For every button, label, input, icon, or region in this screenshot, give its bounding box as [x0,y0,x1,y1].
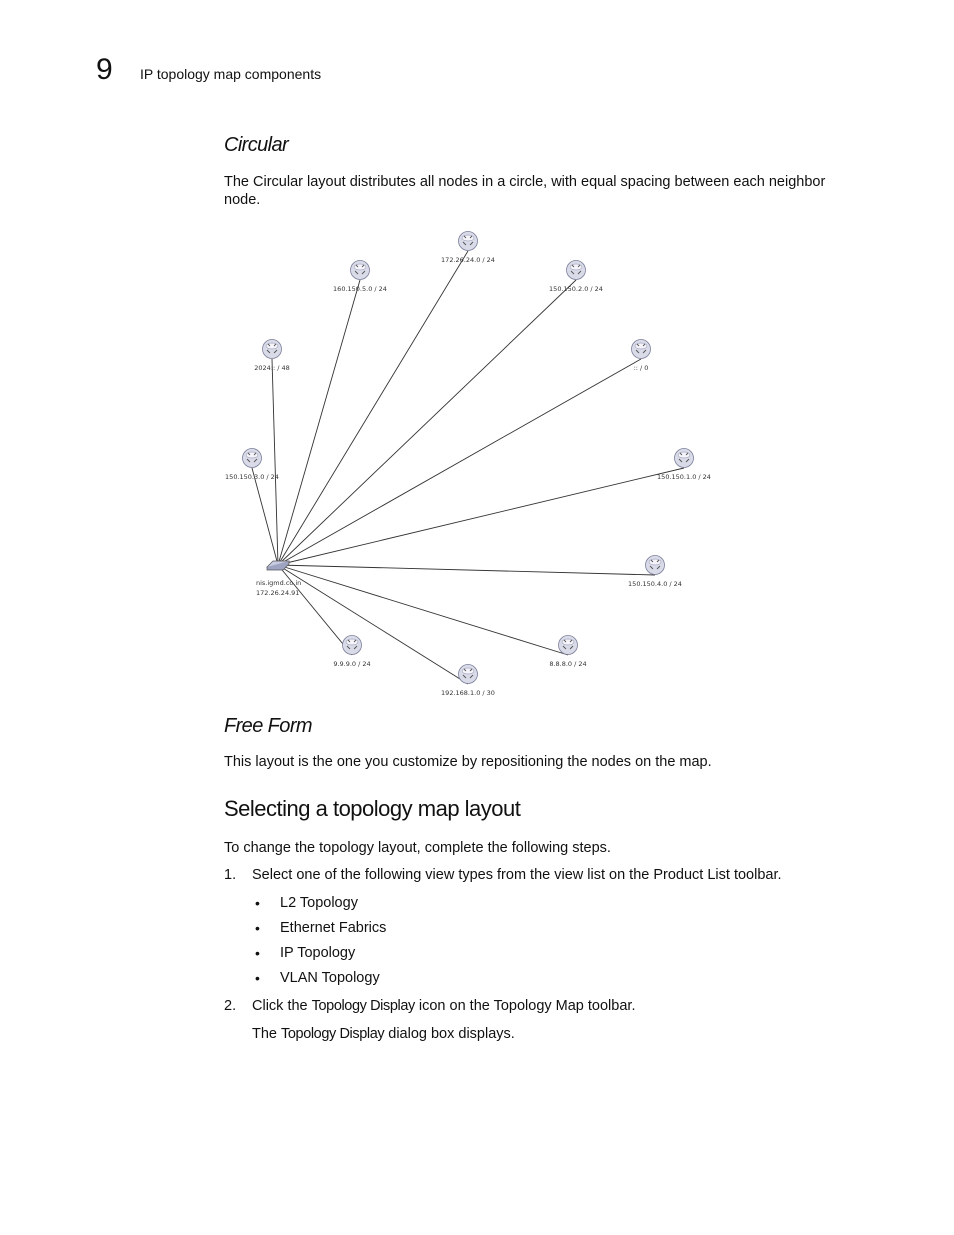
router-icon [343,636,362,655]
node-label: 150.150.4.0 / 24 [628,580,682,588]
topology-nodes [225,232,711,698]
step-1-text: Select one of the following view types from the view list on the Product List toolbar. [252,867,782,883]
bullet-item: L2 Topology [280,895,358,911]
center-node-address: 172.26.24.91 [256,589,300,597]
step-2-result-post: dialog box displays. [384,1026,515,1042]
topology-link [278,565,468,684]
freeform-heading: Free Form [224,715,312,737]
topology-link [278,280,576,565]
step-1-number: 1. [224,867,237,883]
bullet-item: VLAN Topology [280,970,380,986]
node-label: :: / 0 [633,364,649,372]
freeform-description: This layout is the one you customize by repositioning the nodes on the map. [224,754,712,770]
section-intro: To change the topology layout, complete the following steps. [224,840,611,856]
bullet-item: Ethernet Fabrics [280,920,387,936]
topology-link [278,280,360,565]
topology-link [278,251,468,565]
router-icon [632,340,651,359]
bullet-marker: • [255,895,260,911]
topology-link [278,565,655,575]
node-label: 172.26.24.0 / 24 [441,256,495,264]
circular-heading: Circular [224,134,289,156]
bullet-item: IP Topology [280,945,356,961]
circular-description: The Circular layout distributes all nodes in a circle, with equal spacing between each neighbor node. [224,174,826,208]
step-2-pre: Click the [252,998,312,1014]
router-icon [459,232,478,251]
bullet-marker: • [255,920,260,936]
router-icon [263,340,282,359]
node-label: 8.8.8.0 / 24 [549,660,587,668]
chapter-number: 9 [96,53,113,86]
router-icon [559,636,578,655]
step-2-result [252,1026,515,1042]
node-label: 150.150.3.0 / 24 [225,473,279,481]
node-label: 192.168.1.0 / 30 [441,689,495,697]
section-heading: Selecting a topology map layout [224,796,521,821]
center-node-name: nis.igmd.co.in [256,579,302,587]
node-label: 2024:: / 48 [254,364,290,372]
topology-link [252,468,278,565]
topology-link [278,468,684,565]
chapter-title: IP topology map components [140,66,322,82]
bullet-marker: • [255,970,260,986]
topology-link [272,359,278,565]
step-2-post: icon on the Topology Map toolbar. [414,998,636,1014]
node-label: 9.9.9.0 / 24 [333,660,371,668]
router-icon [351,261,370,280]
router-icon [675,449,694,468]
topology-display-term: Topology Display [311,998,415,1014]
step-2-result-pre: The [252,1026,282,1042]
router-icon [243,449,262,468]
router-icon [646,556,665,575]
topology-link [278,359,641,565]
circular-topology-diagram [220,225,720,700]
step-2-number: 2. [224,998,237,1014]
router-icon [567,261,586,280]
router-icon [459,665,478,684]
switch-icon [267,561,289,570]
bullet-marker: • [255,945,260,961]
node-label: 160.150.5.0 / 24 [333,285,387,293]
node-label: 150.150.2.0 / 24 [549,285,603,293]
topology-display-term: Topology Display [281,1026,385,1042]
topology-link [278,565,568,655]
topology-edges [252,251,684,684]
node-label: 150.150.1.0 / 24 [657,473,711,481]
step-2-text [252,998,635,1014]
